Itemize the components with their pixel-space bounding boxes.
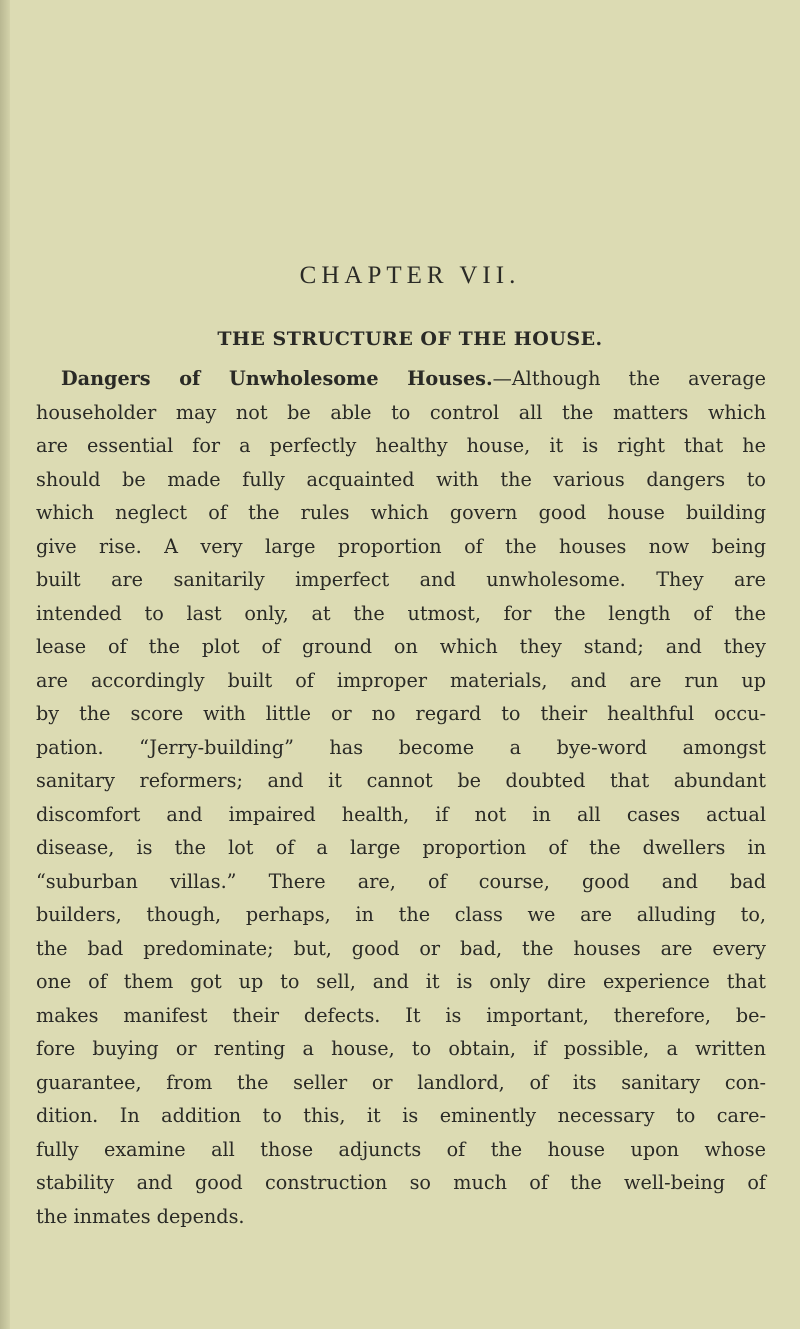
text-line: one of them got up to sell, and it is only dire experience that <box>36 970 766 993</box>
text-line: stability and good construction so much of the well-being of <box>36 1171 766 1194</box>
text-line: are essential for a perfectly healthy house, it is right that he <box>36 434 766 457</box>
paragraph-lead: Dangers of Unwholesome Houses. <box>61 367 493 390</box>
text-line: the inmates depends. <box>36 1204 245 1228</box>
text-line: lease of the plot of ground on which they stand; and they <box>36 635 766 658</box>
text-line: which neglect of the rules which govern good house building <box>36 501 766 524</box>
text-line: fully examine all those adjuncts of the house upon whose <box>36 1137 766 1161</box>
text-line: pation. “Jerry-building” has become a bye-word amongst <box>36 735 766 759</box>
text-line: makes manifest their defects. It is important, therefore, be- <box>36 1003 766 1027</box>
body-paragraph <box>36 362 766 1233</box>
page-binding-edge <box>0 0 10 1329</box>
text-line: built are sanitarily imperfect and unwholesome. They are <box>36 568 766 591</box>
text-line: discomfort and impaired health, if not in all cases actual <box>36 802 766 826</box>
section-heading: THE STRUCTURE OF THE HOUSE. <box>217 328 603 350</box>
text-line: dition. In addition to this, it is eminently necessary to care- <box>36 1104 766 1127</box>
text-line: fore buying or renting a house, to obtain, if possible, a written <box>36 1037 766 1060</box>
text-line: builders, though, perhaps, in the class we are alluding to, <box>36 903 766 926</box>
text-line-content: —Although the average <box>492 367 766 390</box>
text-line: are accordingly built of improper materials, and are run up <box>36 668 766 692</box>
text-line: “suburban villas.” There are, of course, good and bad <box>36 869 766 893</box>
text-line: intended to last only, at the utmost, for the length of the <box>36 601 766 625</box>
text-line: sanitary reformers; and it cannot be doubted that abundant <box>36 769 766 792</box>
text-line: disease, is the lot of a large proportion of the dwellers in <box>36 836 766 859</box>
text-line: householder may not be able to control all the matters which <box>36 400 766 424</box>
text-line: should be made fully acquainted with the various dangers to <box>36 467 766 491</box>
text-line <box>36 362 766 396</box>
chapter-title: CHAPTER VII. <box>299 262 521 289</box>
text-line: by the score with little or no regard to their healthful occu- <box>36 702 766 725</box>
text-line: guarantee, from the seller or landlord, of its sanitary con- <box>36 1070 766 1094</box>
text-line: the bad predominate; but, good or bad, the houses are every <box>36 936 766 960</box>
text-line: give rise. A very large proportion of the houses now being <box>36 534 766 558</box>
